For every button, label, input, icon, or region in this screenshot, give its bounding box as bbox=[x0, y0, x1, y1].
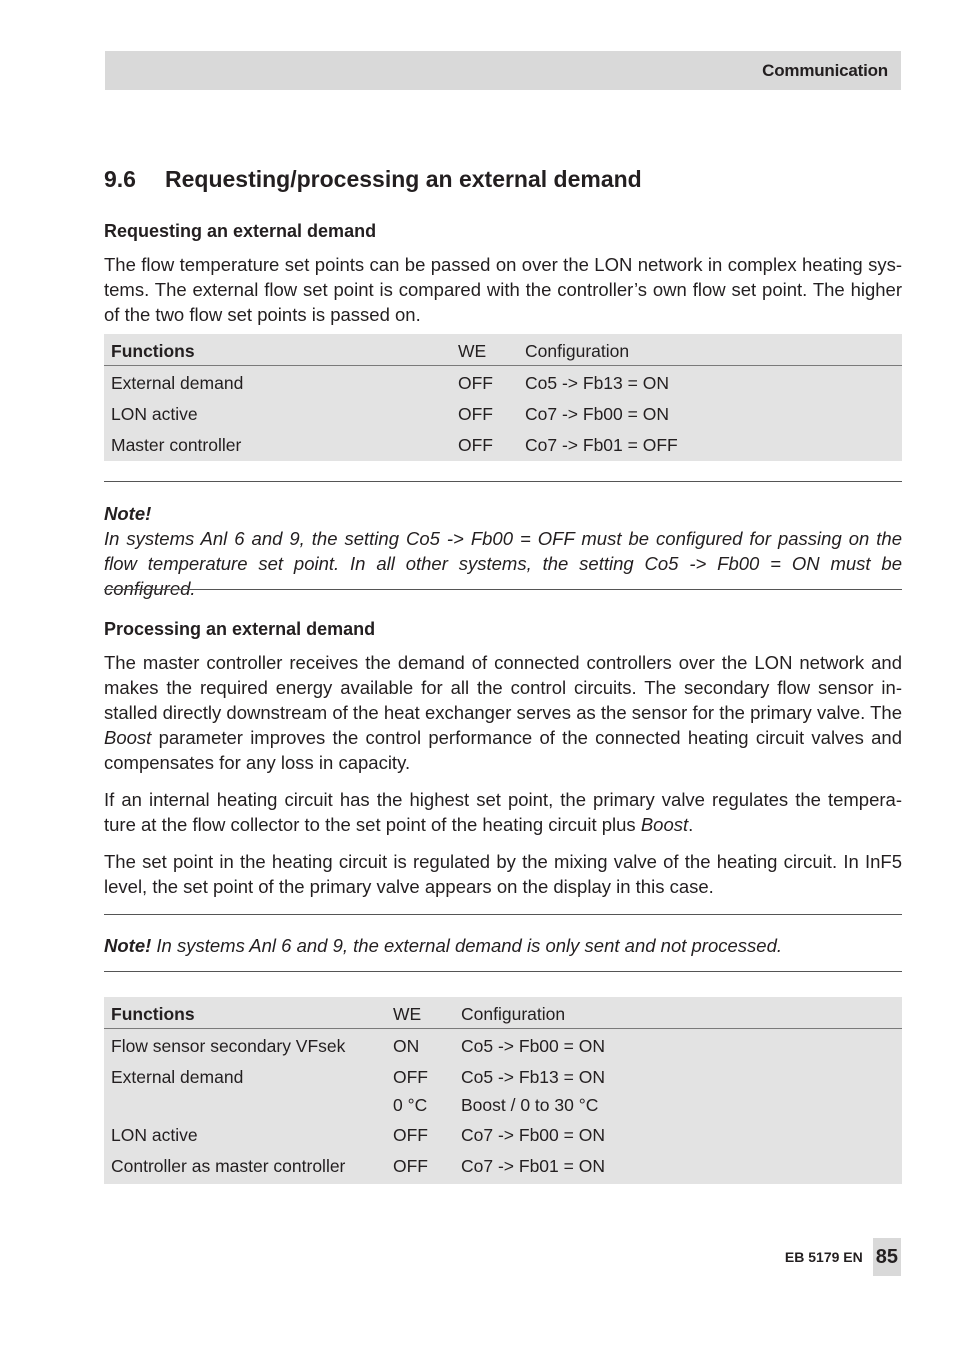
table-cell-we: OFF bbox=[458, 373, 493, 393]
table-cell-config: Co5 -> Fb13 = ON bbox=[525, 373, 669, 393]
table-cell-function: LON active bbox=[111, 1125, 198, 1145]
requesting-heading: Requesting an external demand bbox=[104, 221, 377, 241]
note-label: Note! bbox=[104, 503, 152, 524]
requesting-text: The flow temperature set points can be passed on over the LON network in complex heating sys-tems. The external flow set point is compared with the controller’s own flow set point. The higher of the two flow set points is passed on. bbox=[104, 254, 902, 325]
table-row bbox=[104, 366, 902, 398]
table-cell-function: Controller as master controller bbox=[111, 1156, 346, 1176]
table-row bbox=[104, 398, 902, 430]
section-number: 9.6 bbox=[104, 166, 136, 192]
requesting-paragraph bbox=[104, 252, 902, 327]
processing-text-b: parameter improves the control performance of the connected heating circuit valves and compensates for any loss in capacity. bbox=[104, 727, 902, 773]
table-header-we: WE bbox=[393, 1004, 422, 1024]
table-cell-config: Co5 -> Fb13 = ON bbox=[461, 1067, 605, 1087]
table-header-functions: Functions bbox=[111, 1004, 195, 1024]
divider bbox=[104, 481, 902, 482]
note-1 bbox=[104, 501, 902, 601]
table-row bbox=[104, 1150, 902, 1184]
table-cell-config: Co7 -> Fb01 = OFF bbox=[525, 435, 678, 455]
note-label: Note! bbox=[104, 935, 152, 956]
table-cell-we: OFF bbox=[458, 404, 493, 424]
boost-param: Boost bbox=[640, 814, 689, 835]
page-footer bbox=[785, 1238, 901, 1276]
divider bbox=[104, 589, 902, 590]
header-title: Communication bbox=[762, 61, 888, 80]
table-row bbox=[104, 1119, 902, 1150]
table-header-configuration: Configuration bbox=[525, 341, 630, 361]
table-row bbox=[104, 1088, 902, 1119]
table-cell-we: 0 °C bbox=[393, 1095, 428, 1115]
table-cell-we: OFF bbox=[393, 1067, 428, 1087]
table-cell-config: Co7 -> Fb00 = ON bbox=[461, 1125, 605, 1145]
note-text: In systems Anl 6 and 9, the external demand is only sent and not processed. bbox=[151, 935, 783, 956]
divider bbox=[104, 971, 902, 972]
table-header-configuration: Configuration bbox=[461, 1004, 566, 1024]
functions-table-1 bbox=[104, 334, 902, 461]
processing-heading: Processing an external demand bbox=[104, 619, 376, 639]
table-cell-function: Master controller bbox=[111, 435, 242, 455]
processing-paragraph-2 bbox=[104, 787, 902, 837]
divider bbox=[104, 914, 902, 915]
note-text: In systems Anl 6 and 9, the setting Co5 -> Fb00 = OFF must be configured for passing on the flow temperature set point. In all other systems, the setting Co5 -> Fb00 = ON must be configured. bbox=[104, 528, 902, 599]
page-number: 85 bbox=[873, 1238, 901, 1276]
table-row bbox=[104, 430, 902, 461]
table-header-we: WE bbox=[458, 341, 487, 361]
processing-paragraph-1 bbox=[104, 650, 902, 775]
functions-table-2 bbox=[104, 997, 902, 1184]
document-id: EB 5179 EN bbox=[784, 1249, 863, 1265]
table-cell-function: Flow sensor secondary VFsek bbox=[111, 1036, 346, 1056]
table-header-functions: Functions bbox=[111, 341, 195, 361]
table-cell-we: ON bbox=[393, 1036, 420, 1056]
processing-text-b: . bbox=[688, 814, 694, 835]
table-cell-we: OFF bbox=[458, 435, 493, 455]
table-cell-config: Co7 -> Fb01 = ON bbox=[461, 1156, 605, 1176]
boost-param: Boost bbox=[104, 727, 152, 748]
table-row bbox=[104, 1060, 902, 1088]
table-cell-config: Co7 -> Fb00 = ON bbox=[525, 404, 669, 424]
table-header-row bbox=[104, 334, 902, 366]
section-title-text: Requesting/processing an external demand bbox=[165, 166, 642, 192]
table-cell-we: OFF bbox=[393, 1125, 428, 1145]
processing-text-a: If an internal heating circuit has the highest set point, the primary valve regulates the tempera-ture at the flow collector to the set point of the heating circuit plus bbox=[104, 789, 902, 835]
table-row bbox=[104, 1029, 902, 1060]
section-title bbox=[104, 166, 642, 193]
processing-text-a: The master controller receives the demand of connected controllers over the LON network and makes the required energy available for all the control circuits. The secondary flow sensor in-stalled directly downstream of the heat exchanger serves as the sensor for the primary valve. The bbox=[104, 652, 902, 723]
table-cell-config: Co5 -> Fb00 = ON bbox=[461, 1036, 605, 1056]
table-cell-config: Boost / 0 to 30 °C bbox=[461, 1095, 599, 1115]
note-2 bbox=[104, 933, 902, 958]
header-bar bbox=[105, 51, 901, 90]
table-cell-function: External demand bbox=[111, 373, 244, 393]
table-cell-we: OFF bbox=[393, 1156, 428, 1176]
processing-paragraph-3 bbox=[104, 849, 902, 899]
table-cell-function: LON active bbox=[111, 404, 198, 424]
table-header-row bbox=[104, 997, 902, 1029]
processing-text: The set point in the heating circuit is regulated by the mixing valve of the heating circuit. In InF5 level, the set point of the primary valve appears on the display in this case. bbox=[104, 851, 902, 897]
table-cell-function: External demand bbox=[111, 1067, 244, 1087]
